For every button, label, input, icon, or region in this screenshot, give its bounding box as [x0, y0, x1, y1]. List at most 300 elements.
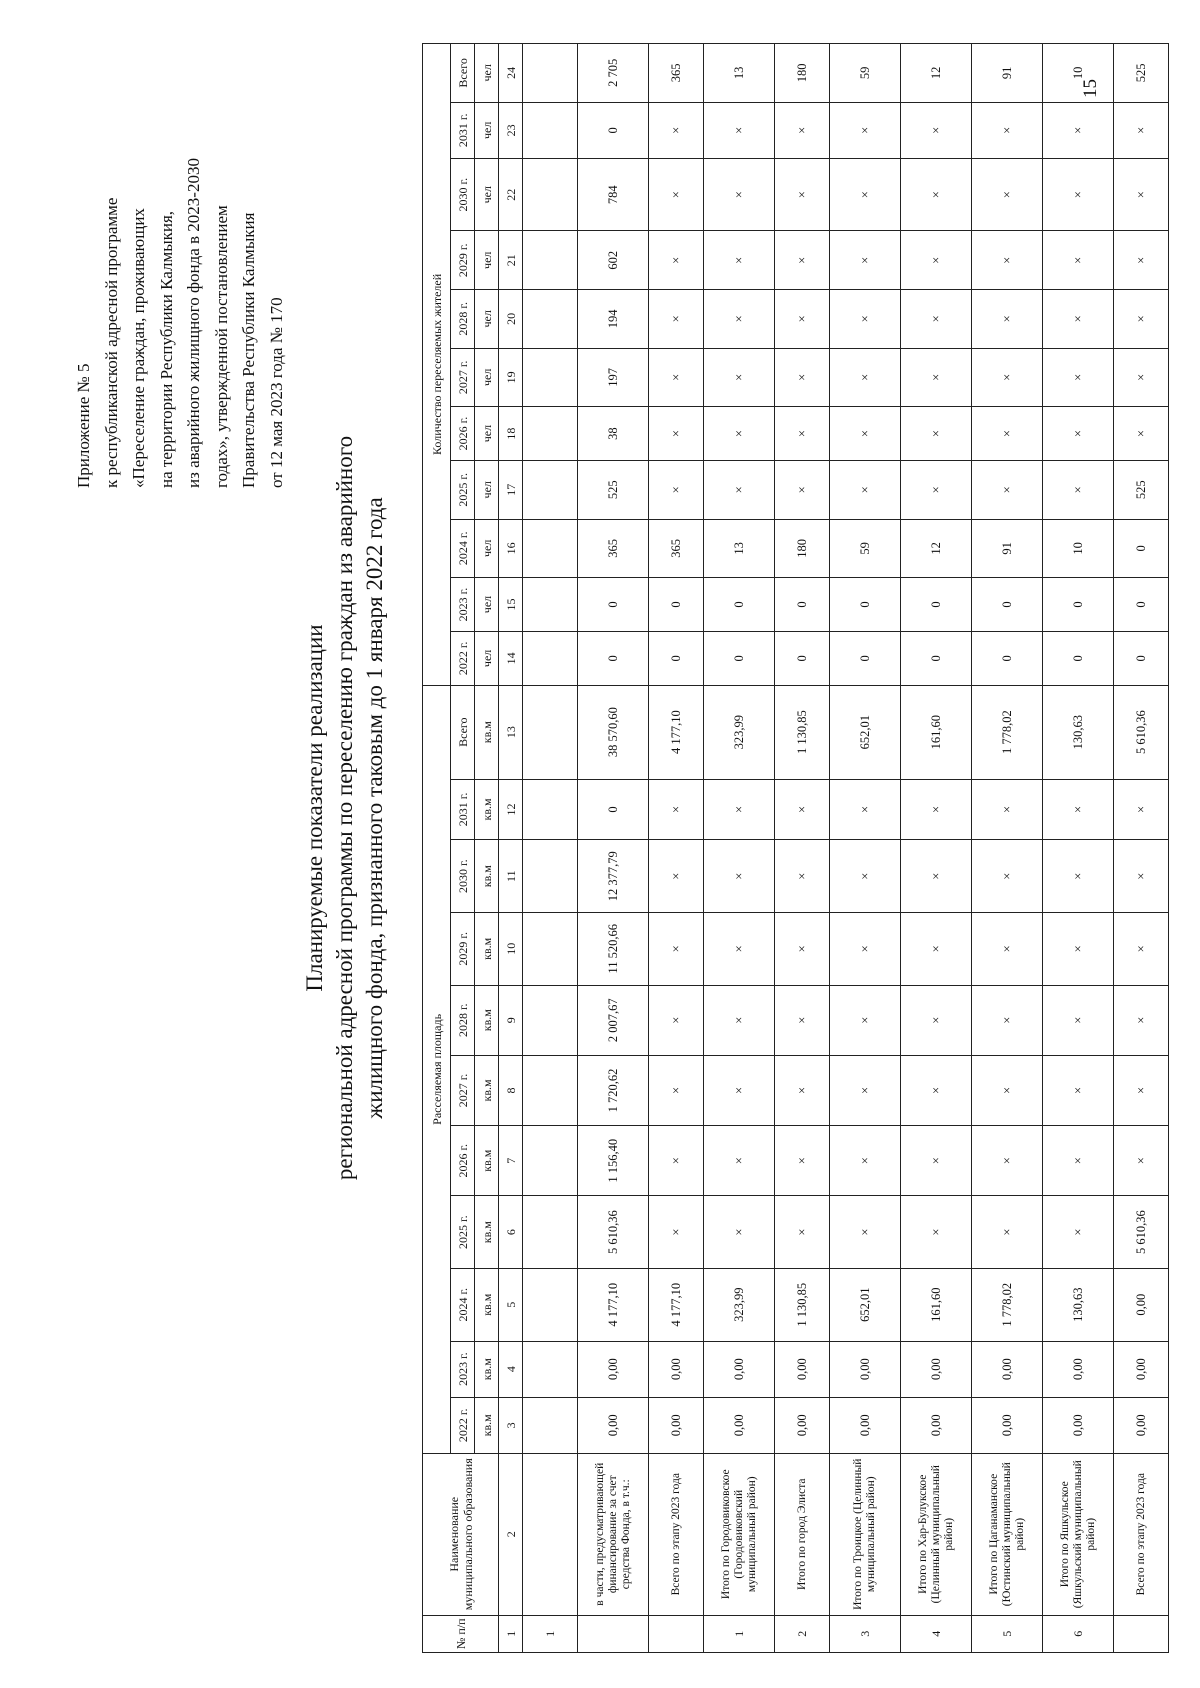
area-value-cell: ×	[1114, 779, 1169, 840]
people-value-cell: 91	[972, 519, 1043, 578]
table-row	[1043, 44, 1114, 1653]
people-value-cell: 0	[578, 631, 649, 685]
people-value-cell	[523, 102, 578, 158]
municipality-name-cell: Итого по Троицкое (Целинный муниципальный район)	[830, 1453, 901, 1615]
column-number-cell: 18	[499, 407, 523, 461]
area-value-cell: 0,00	[704, 1341, 775, 1397]
appendix-line: на территории Республики Калмыкия,	[156, 210, 176, 488]
people-value-cell: 59	[830, 519, 901, 578]
people-value-cell: ×	[1114, 290, 1169, 349]
area-year-header: 2028 г.	[451, 985, 475, 1055]
area-value-cell	[523, 1341, 578, 1397]
people-value-cell: 0	[1043, 578, 1114, 632]
people-unit-header: чел	[475, 461, 499, 520]
appendix-line: годах», утвержденной постановлением	[211, 205, 231, 488]
people-value-cell: 180	[775, 44, 830, 103]
row-number-cell: 1	[704, 1615, 775, 1652]
people-value-cell: ×	[830, 231, 901, 290]
table-row	[830, 44, 901, 1653]
area-value-cell	[523, 1055, 578, 1125]
row-number-cell	[649, 1615, 704, 1652]
area-value-cell: ×	[901, 840, 972, 913]
people-unit-header: чел	[475, 578, 499, 632]
people-year-header: 2031 г.	[451, 102, 475, 158]
people-year-header: 2029 г.	[451, 231, 475, 290]
area-value-cell: ×	[1043, 985, 1114, 1055]
row-number-cell: 3	[830, 1615, 901, 1652]
table-row	[523, 44, 578, 1653]
column-number-cell: 11	[499, 840, 523, 913]
people-year-header: 2024 г.	[451, 519, 475, 578]
people-value-cell: 0	[830, 631, 901, 685]
people-value-cell: ×	[901, 461, 972, 520]
col-no-header: № п/п	[423, 1615, 499, 1652]
title-line: региональной адресной программы по переселению граждан из аварийного	[332, 435, 357, 1181]
area-value-cell: ×	[901, 1055, 972, 1125]
people-unit-header: чел	[475, 231, 499, 290]
area-value-cell: 0,00	[775, 1341, 830, 1397]
people-value-cell: 0	[972, 631, 1043, 685]
appendix-line: Правительства Республики Калмыкия	[239, 212, 258, 488]
people-value-cell: 365	[578, 519, 649, 578]
people-value-cell: ×	[830, 348, 901, 407]
area-value-cell: ×	[649, 1126, 704, 1196]
people-year-header: 2027 г.	[451, 348, 475, 407]
people-value-cell: ×	[972, 158, 1043, 231]
people-value-cell	[523, 578, 578, 632]
appendix-line: Приложение № 5	[74, 363, 93, 488]
people-value-cell: 0	[1043, 631, 1114, 685]
area-year-header: 2022 г.	[451, 1397, 475, 1453]
people-value-cell: 525	[1114, 44, 1169, 103]
people-value-cell: ×	[972, 290, 1043, 349]
people-unit-header: чел	[475, 158, 499, 231]
area-value-cell: ×	[704, 1055, 775, 1125]
column-number-cell: 13	[499, 685, 523, 779]
area-value-cell: 0,00	[704, 1397, 775, 1453]
area-value-cell: 323,99	[704, 685, 775, 779]
indicators-table	[422, 43, 1169, 1653]
area-value-cell: 0,00	[775, 1397, 830, 1453]
appendix-note	[70, 8, 290, 488]
column-number-cell: 6	[499, 1196, 523, 1269]
people-value-cell: 2 705	[578, 44, 649, 103]
area-value-cell: 0,00	[901, 1397, 972, 1453]
area-year-header: 2023 г.	[451, 1341, 475, 1397]
people-value-cell: ×	[972, 102, 1043, 158]
people-value-cell: 10	[1043, 519, 1114, 578]
people-value-cell: ×	[775, 158, 830, 231]
area-value-cell: ×	[649, 840, 704, 913]
area-unit-header: кв.м	[475, 913, 499, 986]
area-value-cell: ×	[704, 779, 775, 840]
people-value-cell	[523, 631, 578, 685]
area-value-cell: ×	[901, 913, 972, 986]
area-value-cell	[523, 1268, 578, 1341]
area-value-cell	[523, 779, 578, 840]
area-year-header: 2027 г.	[451, 1055, 475, 1125]
header-row-groups	[423, 44, 451, 1653]
area-unit-header: кв.м	[475, 779, 499, 840]
people-value-cell: ×	[901, 158, 972, 231]
people-value-cell: ×	[1114, 231, 1169, 290]
people-value-cell: ×	[704, 461, 775, 520]
area-value-cell: 0,00	[1114, 1268, 1169, 1341]
people-value-cell: 13	[704, 519, 775, 578]
area-unit-header: кв.м	[475, 1126, 499, 1196]
row-number-cell: 4	[901, 1615, 972, 1652]
area-unit-header: кв.м	[475, 1397, 499, 1453]
people-value-cell: ×	[775, 348, 830, 407]
people-value-cell: ×	[775, 290, 830, 349]
municipality-name-cell	[523, 1453, 578, 1615]
area-value-cell: 323,99	[704, 1268, 775, 1341]
people-value-cell: ×	[704, 348, 775, 407]
people-value-cell: 525	[578, 461, 649, 520]
municipality-name-cell: Итого по Хар-Булукское (Целинный муниципальный район)	[901, 1453, 972, 1615]
area-value-cell: 4 177,10	[578, 1268, 649, 1341]
area-year-header: 2030 г.	[451, 840, 475, 913]
table-row	[972, 44, 1043, 1653]
column-number-cell: 24	[499, 44, 523, 103]
column-number-cell: 1	[499, 1615, 523, 1652]
people-value-cell: ×	[1114, 348, 1169, 407]
column-number-cell: 22	[499, 158, 523, 231]
area-year-header: 2029 г.	[451, 913, 475, 986]
area-value-cell: 11 520,66	[578, 913, 649, 986]
area-value-cell: ×	[901, 985, 972, 1055]
column-number-cell: 8	[499, 1055, 523, 1125]
area-value-cell: 161,60	[901, 1268, 972, 1341]
area-value-cell: 1 156,40	[578, 1126, 649, 1196]
people-value-cell	[523, 461, 578, 520]
municipality-name-cell: в части, предусматривающей финансирование за счет средства Фонда, в т.ч.:	[578, 1453, 649, 1615]
area-value-cell: ×	[1043, 1196, 1114, 1269]
area-value-cell: ×	[972, 1196, 1043, 1269]
people-value-cell: 0	[704, 578, 775, 632]
area-value-cell: 0,00	[1043, 1341, 1114, 1397]
column-number-cell: 19	[499, 348, 523, 407]
people-value-cell: 12	[901, 519, 972, 578]
area-value-cell: 4 177,10	[649, 1268, 704, 1341]
area-value-cell: ×	[649, 985, 704, 1055]
people-value-cell: ×	[1043, 348, 1114, 407]
people-value-cell: 197	[578, 348, 649, 407]
area-value-cell: ×	[1114, 1055, 1169, 1125]
people-value-cell: ×	[704, 407, 775, 461]
area-value-cell: ×	[704, 840, 775, 913]
people-value-cell	[523, 290, 578, 349]
row-number-cell	[578, 1615, 649, 1652]
people-value-cell: ×	[901, 348, 972, 407]
column-number-cell: 23	[499, 102, 523, 158]
area-value-cell: ×	[1043, 840, 1114, 913]
area-value-cell: 0,00	[972, 1341, 1043, 1397]
table-row	[649, 44, 704, 1653]
area-value-cell: 0,00	[830, 1397, 901, 1453]
people-unit-header: чел	[475, 102, 499, 158]
area-unit-header: кв.м	[475, 985, 499, 1055]
area-year-header: 2024 г.	[451, 1268, 475, 1341]
area-value-cell: 5 610,36	[1114, 1196, 1169, 1269]
area-year-header: 2026 г.	[451, 1126, 475, 1196]
area-value-cell: 130,63	[1043, 685, 1114, 779]
people-value-cell	[523, 44, 578, 103]
column-number-cell: 17	[499, 461, 523, 520]
people-value-cell: ×	[1043, 158, 1114, 231]
title-line: Планируемые показатели реализации	[302, 624, 327, 992]
people-year-header: 2030 г.	[451, 158, 475, 231]
indicators-table-wrapper	[422, 43, 1169, 1653]
area-value-cell	[523, 913, 578, 986]
people-value-cell: ×	[901, 407, 972, 461]
people-value-cell: ×	[704, 290, 775, 349]
area-value-cell: 2 007,67	[578, 985, 649, 1055]
area-value-cell: 1 720,62	[578, 1055, 649, 1125]
column-number-cell: 12	[499, 779, 523, 840]
area-value-cell: ×	[649, 913, 704, 986]
area-year-header: Всего	[451, 685, 475, 779]
area-value-cell: 5 610,36	[578, 1196, 649, 1269]
column-number-cell: 3	[499, 1397, 523, 1453]
area-value-cell: ×	[972, 985, 1043, 1055]
municipality-name-cell: Итого по город Элиста	[775, 1453, 830, 1615]
people-value-cell: ×	[830, 407, 901, 461]
area-value-cell: 0,00	[901, 1341, 972, 1397]
header-row-years	[451, 44, 475, 1653]
people-value-cell: 0	[649, 578, 704, 632]
area-value-cell: 12 377,79	[578, 840, 649, 913]
people-value-cell: ×	[775, 407, 830, 461]
people-value-cell: ×	[901, 231, 972, 290]
area-unit-header: кв.м	[475, 1055, 499, 1125]
header-row-units	[475, 44, 499, 1653]
people-value-cell: ×	[775, 461, 830, 520]
area-value-cell: 652,01	[830, 1268, 901, 1341]
people-year-header: 2022 г.	[451, 631, 475, 685]
area-value-cell: 161,60	[901, 685, 972, 779]
col-name-header: Наименование муниципального образования	[423, 1453, 499, 1615]
people-unit-header: чел	[475, 290, 499, 349]
area-value-cell: ×	[972, 1055, 1043, 1125]
people-value-cell: 0	[1114, 578, 1169, 632]
column-number-cell: 15	[499, 578, 523, 632]
people-value-cell: ×	[649, 158, 704, 231]
area-value-cell: 0	[578, 779, 649, 840]
area-value-cell: ×	[704, 913, 775, 986]
area-value-cell: ×	[704, 1196, 775, 1269]
appendix-line: от 12 мая 2023 года № 170	[266, 297, 286, 488]
table-row	[901, 44, 972, 1653]
area-value-cell: ×	[1114, 985, 1169, 1055]
area-value-cell: ×	[1114, 1126, 1169, 1196]
area-value-cell: 1 130,85	[775, 685, 830, 779]
area-year-header: 2031 г.	[451, 779, 475, 840]
people-value-cell: ×	[1043, 290, 1114, 349]
column-number-cell: 16	[499, 519, 523, 578]
people-value-cell	[523, 231, 578, 290]
appendix-line: «Переселение граждан, проживающих	[129, 208, 148, 488]
people-unit-header: чел	[475, 407, 499, 461]
people-value-cell: 525	[1114, 461, 1169, 520]
appendix-line: из аварийного жилищного фонда в 2023-2030	[184, 158, 203, 488]
people-value-cell: 0	[972, 578, 1043, 632]
people-value-cell: 194	[578, 290, 649, 349]
people-value-cell: 0	[830, 578, 901, 632]
people-value-cell: ×	[972, 231, 1043, 290]
area-value-cell: ×	[649, 1055, 704, 1125]
area-unit-header: кв.м	[475, 1341, 499, 1397]
column-number-cell: 21	[499, 231, 523, 290]
area-value-cell: ×	[830, 1055, 901, 1125]
people-group-header: Количество переселяемых жителей	[423, 44, 451, 686]
people-value-cell: ×	[830, 102, 901, 158]
people-value-cell: ×	[775, 102, 830, 158]
area-group-header: Расселяемая площадь	[423, 685, 451, 1453]
area-value-cell	[523, 1126, 578, 1196]
area-unit-header: кв.м	[475, 1196, 499, 1269]
people-value-cell: 180	[775, 519, 830, 578]
people-value-cell: ×	[1043, 102, 1114, 158]
people-value-cell: 0	[1114, 631, 1169, 685]
people-value-cell: ×	[1114, 102, 1169, 158]
people-value-cell: 91	[972, 44, 1043, 103]
table-row	[704, 44, 775, 1653]
area-value-cell: ×	[1114, 840, 1169, 913]
area-value-cell: 652,01	[830, 685, 901, 779]
people-value-cell: ×	[1043, 407, 1114, 461]
area-value-cell: ×	[972, 779, 1043, 840]
column-number-cell: 9	[499, 985, 523, 1055]
table-row	[578, 44, 649, 1653]
municipality-name-cell: Итого по Яшкульское (Яшкульский муниципальный район)	[1043, 1453, 1114, 1615]
people-value-cell: 38	[578, 407, 649, 461]
area-year-header: 2025 г.	[451, 1196, 475, 1269]
people-value-cell: ×	[704, 102, 775, 158]
people-value-cell: 12	[901, 44, 972, 103]
people-value-cell: 0	[649, 631, 704, 685]
table-row	[1114, 44, 1169, 1653]
municipality-name-cell: Итого по Цаганаманское (Юстинский муниципальный район)	[972, 1453, 1043, 1615]
municipality-name-cell: Всего по этапу 2023 года	[1114, 1453, 1169, 1615]
area-value-cell: 0,00	[972, 1397, 1043, 1453]
area-value-cell: ×	[830, 840, 901, 913]
area-value-cell: ×	[901, 779, 972, 840]
people-value-cell: 0	[775, 631, 830, 685]
people-value-cell: ×	[775, 231, 830, 290]
area-value-cell: ×	[972, 840, 1043, 913]
area-value-cell: 1 130,85	[775, 1268, 830, 1341]
people-year-header: 2023 г.	[451, 578, 475, 632]
row-number-cell: 1	[523, 1615, 578, 1652]
area-value-cell: ×	[830, 779, 901, 840]
area-value-cell: 1 778,02	[972, 1268, 1043, 1341]
area-value-cell: ×	[972, 1126, 1043, 1196]
people-value-cell: ×	[901, 290, 972, 349]
people-value-cell: ×	[649, 348, 704, 407]
people-value-cell: 0	[578, 102, 649, 158]
people-value-cell: 0	[775, 578, 830, 632]
area-value-cell: ×	[1043, 1126, 1114, 1196]
area-value-cell	[523, 1196, 578, 1269]
people-unit-header: чел	[475, 519, 499, 578]
area-value-cell: ×	[704, 985, 775, 1055]
header-row-column-numbers	[499, 44, 523, 1653]
area-value-cell: 1 778,02	[972, 685, 1043, 779]
people-value-cell: 0	[901, 578, 972, 632]
area-value-cell: ×	[1043, 779, 1114, 840]
people-value-cell: 0	[901, 631, 972, 685]
people-year-header: 2028 г.	[451, 290, 475, 349]
area-value-cell: ×	[1043, 1055, 1114, 1125]
people-value-cell: ×	[830, 158, 901, 231]
area-value-cell: 0,00	[1043, 1397, 1114, 1453]
area-value-cell: 0,00	[578, 1397, 649, 1453]
column-number-cell: 4	[499, 1341, 523, 1397]
area-value-cell: 0,00	[1114, 1341, 1169, 1397]
area-value-cell: 38 570,60	[578, 685, 649, 779]
area-value-cell: ×	[830, 1196, 901, 1269]
area-value-cell: ×	[1114, 913, 1169, 986]
area-value-cell: 4 177,10	[649, 685, 704, 779]
people-unit-header: чел	[475, 348, 499, 407]
area-value-cell: 0,00	[830, 1341, 901, 1397]
people-value-cell: ×	[704, 231, 775, 290]
people-year-header: 2025 г.	[451, 461, 475, 520]
people-value-cell: ×	[649, 290, 704, 349]
municipality-name-cell: Итого по Городовиковское (Городовиковский муниципальный район)	[704, 1453, 775, 1615]
people-value-cell: 784	[578, 158, 649, 231]
people-value-cell: 10	[1043, 44, 1114, 103]
people-value-cell: ×	[830, 461, 901, 520]
area-value-cell: ×	[1043, 913, 1114, 986]
row-number-cell: 6	[1043, 1615, 1114, 1652]
people-value-cell	[523, 348, 578, 407]
column-number-cell: 20	[499, 290, 523, 349]
people-value-cell: ×	[972, 407, 1043, 461]
people-value-cell: 365	[649, 519, 704, 578]
area-value-cell: ×	[649, 1196, 704, 1269]
area-value-cell: ×	[830, 1126, 901, 1196]
people-value-cell: ×	[1043, 231, 1114, 290]
people-value-cell: ×	[1114, 158, 1169, 231]
area-value-cell: ×	[775, 985, 830, 1055]
people-value-cell: 0	[1114, 519, 1169, 578]
people-value-cell: 13	[704, 44, 775, 103]
area-value-cell: ×	[775, 779, 830, 840]
people-value-cell: ×	[649, 461, 704, 520]
row-number-cell	[1114, 1615, 1169, 1652]
column-number-cell: 2	[499, 1453, 523, 1615]
people-value-cell: ×	[1043, 461, 1114, 520]
area-unit-header: кв.м	[475, 1268, 499, 1341]
people-value-cell: 0	[578, 578, 649, 632]
area-value-cell: ×	[775, 1055, 830, 1125]
area-value-cell: 0,00	[649, 1397, 704, 1453]
row-number-cell: 2	[775, 1615, 830, 1652]
people-unit-header: чел	[475, 44, 499, 103]
column-number-cell: 7	[499, 1126, 523, 1196]
people-value-cell	[523, 407, 578, 461]
area-unit-header: кв.м	[475, 840, 499, 913]
column-number-cell: 10	[499, 913, 523, 986]
people-value-cell: 0	[704, 631, 775, 685]
area-value-cell	[523, 1397, 578, 1453]
people-value-cell: ×	[901, 102, 972, 158]
people-value-cell: ×	[649, 231, 704, 290]
area-value-cell	[523, 985, 578, 1055]
people-value-cell: ×	[649, 407, 704, 461]
